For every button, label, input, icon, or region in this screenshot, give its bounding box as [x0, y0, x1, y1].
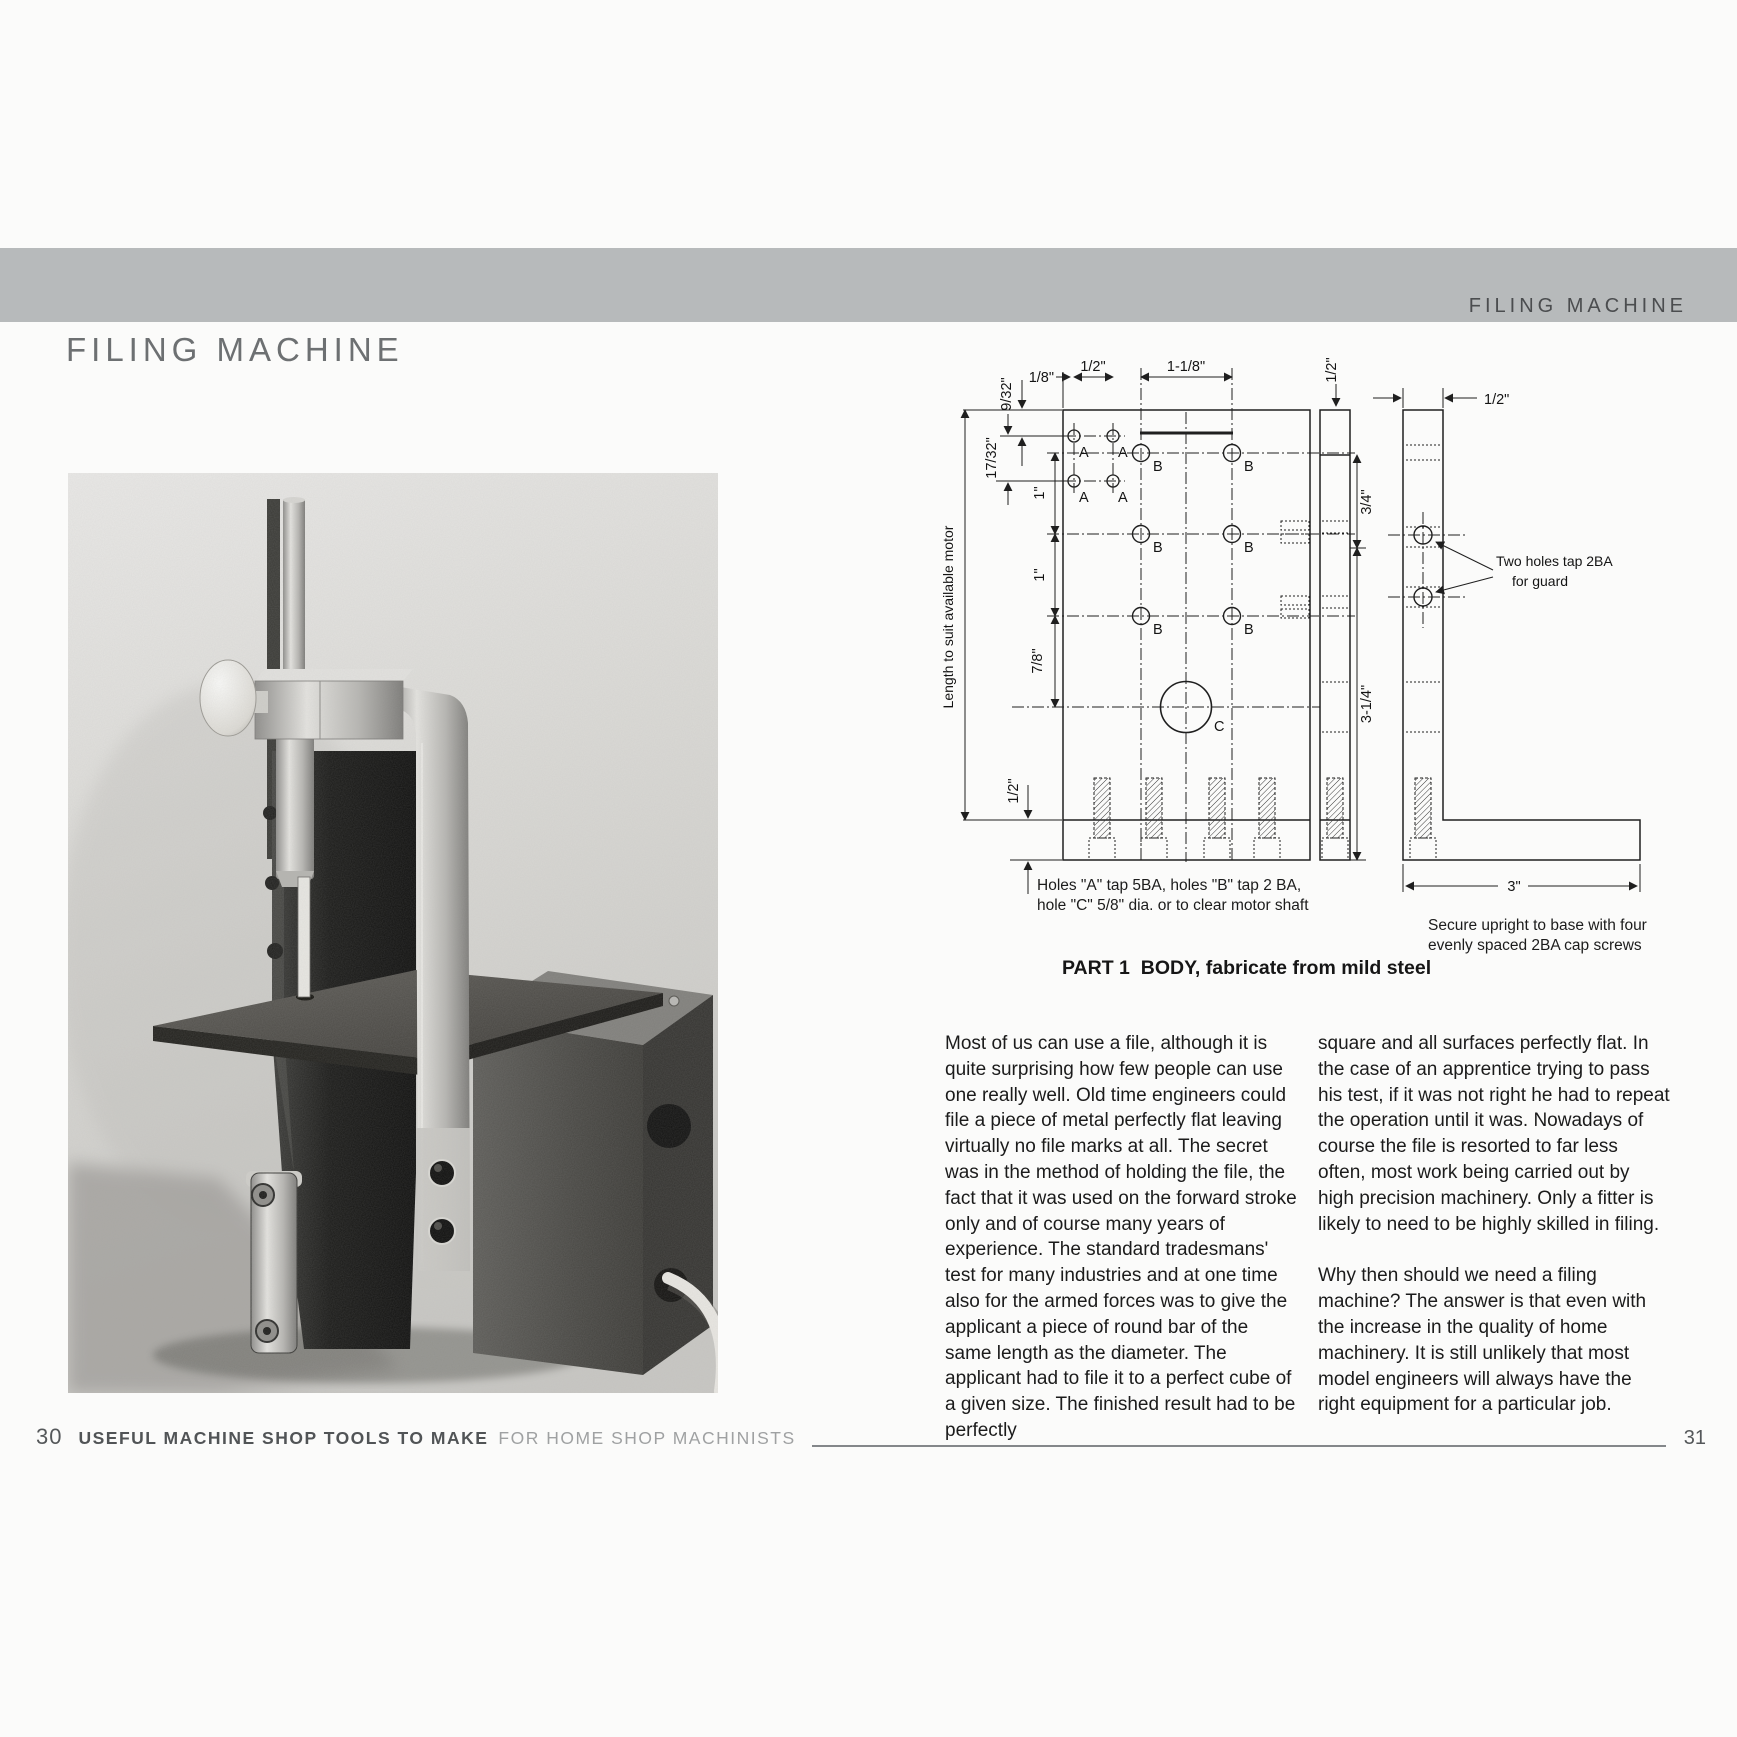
- filing-machine-photo: [68, 473, 718, 1393]
- two-holes-note: Two holes tap 2BA: [1496, 553, 1613, 569]
- front-view: [1012, 368, 1355, 862]
- dim-label: 7/8": [1030, 648, 1046, 674]
- drawing-labels: [940, 357, 1613, 895]
- holes-note: [1037, 876, 1347, 915]
- hole-label: A: [1079, 490, 1089, 506]
- dim-label: 1/2": [1080, 359, 1106, 375]
- dim-label: 1-1/8": [1166, 359, 1206, 375]
- dim-label: 1/2": [1324, 357, 1340, 383]
- length-note: Length to suit available motor: [940, 525, 956, 709]
- secure-note-line2: evenly spaced 2BA cap screws: [1428, 936, 1642, 954]
- running-header: FILING MACHINE: [1468, 295, 1687, 317]
- hole-label: A: [1118, 490, 1128, 506]
- hole-label: A: [1118, 445, 1128, 461]
- side-view: [1373, 388, 1640, 892]
- dim-label: 1/2": [1006, 778, 1022, 804]
- dim-label: 3/4": [1359, 489, 1375, 515]
- part-caption: PART 1 BODY, fabricate from mild steel: [1062, 957, 1432, 979]
- hole-label: B: [1244, 459, 1254, 475]
- hole-label: B: [1153, 459, 1163, 475]
- dim-label: 17/32": [984, 437, 1000, 479]
- secure-note: [1428, 916, 1683, 955]
- paragraph: Most of us can use a file, although it is quite surprising how few people can use one really well. Old time engineers could file a piece of metal perfectly flat leaving virtually no file marks at all. The secret was in the method of holding the file, the fact that it was used on the forward stroke only and of course many years of experience. The standard tradesmans' test for many industries and at one time also for the armed forces was to give the applicant a piece of round bar of the same length as the diameter. The applicant had to file it to a perfect cube of a given size. The finished result had to be perfectly: [945, 1033, 1297, 1441]
- dim-label: 3": [1507, 879, 1521, 895]
- holes-note-line1: Holes "A" tap 5BA, holes "B" tap 2 BA,: [1037, 877, 1302, 894]
- secure-note-line1: Secure upright to base with four: [1428, 917, 1647, 934]
- dim-label: 1/2": [1484, 392, 1510, 408]
- book-subtitle: FOR HOME SHOP MACHINISTS: [498, 1428, 796, 1448]
- hole-label: B: [1153, 622, 1163, 638]
- dim-label: 3-1/4": [1359, 684, 1375, 724]
- article-column-1: [945, 1031, 1297, 1444]
- film-grain: [68, 473, 718, 1393]
- hole-label: B: [1153, 540, 1163, 556]
- paragraph: Why then should we need a filing machine? The answer is that even with the increase in the quality of home machinery. It is still unlikely that most model engineers will always have the right equipment for a particular job.: [1318, 1265, 1647, 1416]
- book-title: USEFUL MACHINE SHOP TOOLS TO MAKE: [78, 1428, 489, 1448]
- hole-label: C: [1214, 719, 1225, 735]
- hole-label: B: [1244, 540, 1254, 556]
- page-number-right: 31: [1683, 1427, 1706, 1449]
- holes-note-line2: hole "C" 5/8" dia. or to clear motor shaft: [1037, 896, 1309, 914]
- dim-label: 1": [1032, 568, 1048, 582]
- dim-label: 1": [1032, 486, 1048, 500]
- page-number-left: 30: [36, 1424, 63, 1449]
- article-column-2: [1318, 1031, 1670, 1418]
- page-title: FILING MACHINE: [66, 331, 404, 368]
- footer-rule: [812, 1445, 1666, 1447]
- edge-view: [1320, 384, 1366, 860]
- hole-label: A: [1079, 445, 1089, 461]
- two-holes-note: for guard: [1512, 573, 1569, 589]
- hole-label: B: [1244, 622, 1254, 638]
- dim-label: 9/32": [999, 377, 1015, 411]
- paragraph: square and all surfaces perfectly flat. In the case of an apprentice trying to pass his test, if it was not right he had to repeat the operation until it was. Nowadays of course the file is resorted to far less often, most work being carried out by high precision machinery. Only a fitter is likely to need to be highly skilled in filing.: [1318, 1033, 1670, 1235]
- dim-label: 1/8": [1028, 370, 1054, 386]
- footer: [36, 1424, 1706, 1452]
